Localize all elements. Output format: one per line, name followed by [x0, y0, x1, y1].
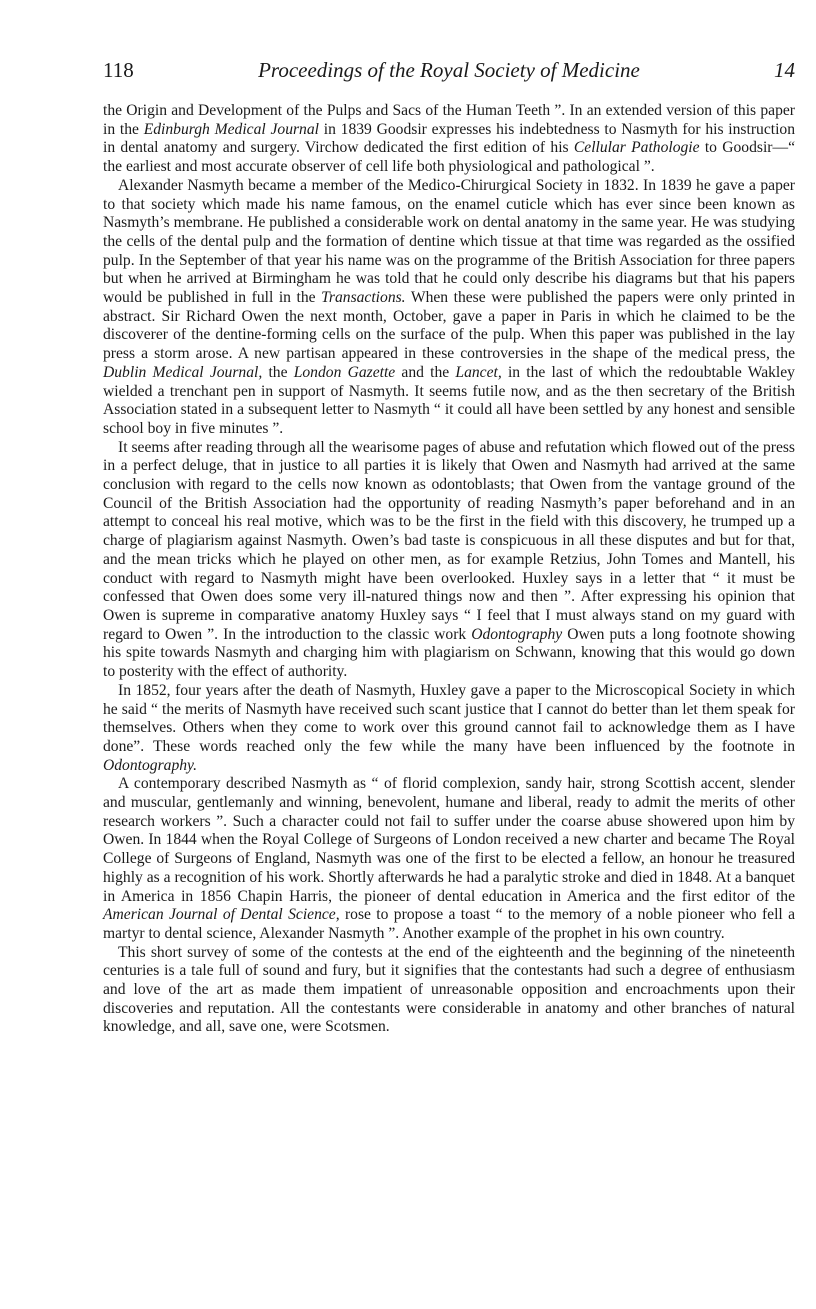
text-run: It seems after reading through all the wearisome pages of abuse and refutation which flowed out of the press in a perfect deluge, that in justice to all parties it is likely that Owen and Nasmyth had arrived at the same conclusion with regard to the cells now known as odontoblasts; that Owen from the vantage ground of the Council of the British Association had the opportunity of reading Nasmyth’s paper beforehand and in an attempt to conceal his real motive, which was to be the first in the field with this discovery, he trumped up a charge of plagiarism against Nasmyth. Owen’s bad taste is conspicuous in all these disputes and but for that, and the mean tricks which he played on other men, as for example Retzius, John Tomes and Mantell, his conduct with regard to Nasmyth might have been overlooked. Huxley says in a letter that “ it must be confessed that Owen does some very ill-natured things now and then ”. After expressing his opinion that Owen is supreme in comparative anatomy Huxley says “ I feel that I must always stand on my guard with regard to Owen ”. In the introduction to the classic work — [103, 438, 795, 643]
text-run: and the — [395, 363, 456, 381]
paragraph — [103, 102, 795, 177]
italic-text: London Gazette — [293, 363, 396, 381]
paragraph — [103, 177, 795, 439]
text-run: This short survey of some of the contests at the end of the eighteenth and the beginning of the nineteenth centuries is a tale full of sound and fury, but it signifies that the contestants had such a degree of enthusiasm and love of the art as made them impatient of unreasonable opposition and encroachments upon their discoveries and reputation. All the contestants were considerable in anatomy and other branches of natural knowledge, and all, save one, were Scotsmen. — [103, 943, 795, 1036]
text-run: rose to propose a toast “ to the memory of a noble pioneer who fell a martyr to dental science, Alexander Nasmyth ”. Another example of the prophet in his own country. — [103, 906, 796, 942]
text-run: in 1839 Goodsir expresses his indebtedness to Nasmyth for his instruction in dental anatomy and surgery. Virchow dedicated the first edition of his — [103, 120, 795, 157]
italic-text: Lancet, — [455, 363, 502, 381]
italic-text: Cellular Pathologie — [573, 139, 700, 157]
volume-number: 14 — [774, 58, 795, 82]
paragraph — [103, 439, 795, 682]
text-run: In 1852, four years after the death of Nasmyth, Huxley gave a paper to the Microscopical Society in which he said “ the merits of Nasmyth have received such scant justice that I cannot do better than let them speak for themselves. Others when they come to work over this ground cannot fail to acknowledge them as I have done”. These words reached only the few while the many have been influenced by the footnote in — [103, 681, 795, 755]
italic-text: Edinburgh Medical Journal — [143, 120, 319, 138]
italic-text: Transactions. — [321, 289, 406, 307]
text-run: When these were published the papers were only printed in abstract. Sir Richard Owen the next month, October, gave a paper in Paris in which he claimed to be the discoverer of the dentine-forming cells on the surface of the pulp. When this paper was published in the lay press a storm arose. A new partisan appeared in these controversies in the shape of the medical press, the — [103, 289, 795, 363]
paragraph — [103, 682, 795, 776]
running-header — [103, 58, 795, 94]
text-run: A contemporary described Nasmyth as “ of florid complexion, sandy hair, strong Scottish accent, slender and muscular, gentlemanly and winning, benevolent, humane and liberal, ready to admit the merits of other research workers ”. Such a character could not fail to suffer under the coarse abuse showered upon him by Owen. In 1844 when the Royal College of Surgeons of London received a new charter and became The Royal College of Surgeons of England, Nasmyth was one of the first to be elected a fellow, an honour he treasured highly as a recognition of his work. Shortly afterwards he had a paralytic stroke and died in 1848. At a banquet in America in 1856 Chapin Harris, the pioneer of dental education in America and the first editor of the — [103, 775, 796, 905]
italic-text: Dublin Medical Journal, — [103, 363, 263, 381]
italic-text: Odontography — [471, 625, 563, 643]
page-number: 118 — [103, 58, 134, 82]
italic-text: Odontography. — [103, 756, 197, 774]
text-run: to Goodsir—“ the earliest and most accurate observer of cell life both physiological and pathological ”. — [103, 139, 796, 176]
article-body — [103, 102, 795, 1037]
journal-title: Proceedings of the Royal Society of Medicine — [258, 58, 640, 82]
text-run: in the last of which the redoubtable Wakley wielded a trenchant pen in support of Nasmyth. It seems futile now, and as the then secretary of the British Association stated in a subsequent letter to Nasmyth “ it could all have been settled by any honest and sensible school boy in five minutes ”. — [103, 363, 795, 437]
document-page — [103, 58, 795, 1037]
text-run: Owen puts a long footnote showing his spite towards Nasmyth and charging him with plagiarism on Schwann, knowing that this would go down to posterity with the effect of authority. — [103, 625, 795, 681]
paragraph — [103, 944, 795, 1038]
text-run: Alexander Nasmyth became a member of the Medico-Chirurgical Society in 1832. In 1839 he gave a paper to that society which made his name famous, on the enamel cuticle which has ever since been known as Nasmyth’s membrane. He published a considerable work on dental anatomy in the same year. He was studying the cells of the dental pulp and the formation of dentine which tissue at that time was regarded as the ossified pulp. In the September of that year his name was on the programme of the British Association for three papers but when he arrived at Birmingham he was told that he could only describe his diagrams but that his papers would be published in full in the — [103, 176, 796, 307]
italic-text: American Journal of Dental Science, — [103, 906, 340, 924]
paragraph — [103, 775, 795, 943]
text-run: the Origin and Development of the Pulps and Sacs of the Human Teeth ”. In an extended version of this paper in the — [103, 102, 795, 138]
text-run: the — [262, 363, 294, 381]
